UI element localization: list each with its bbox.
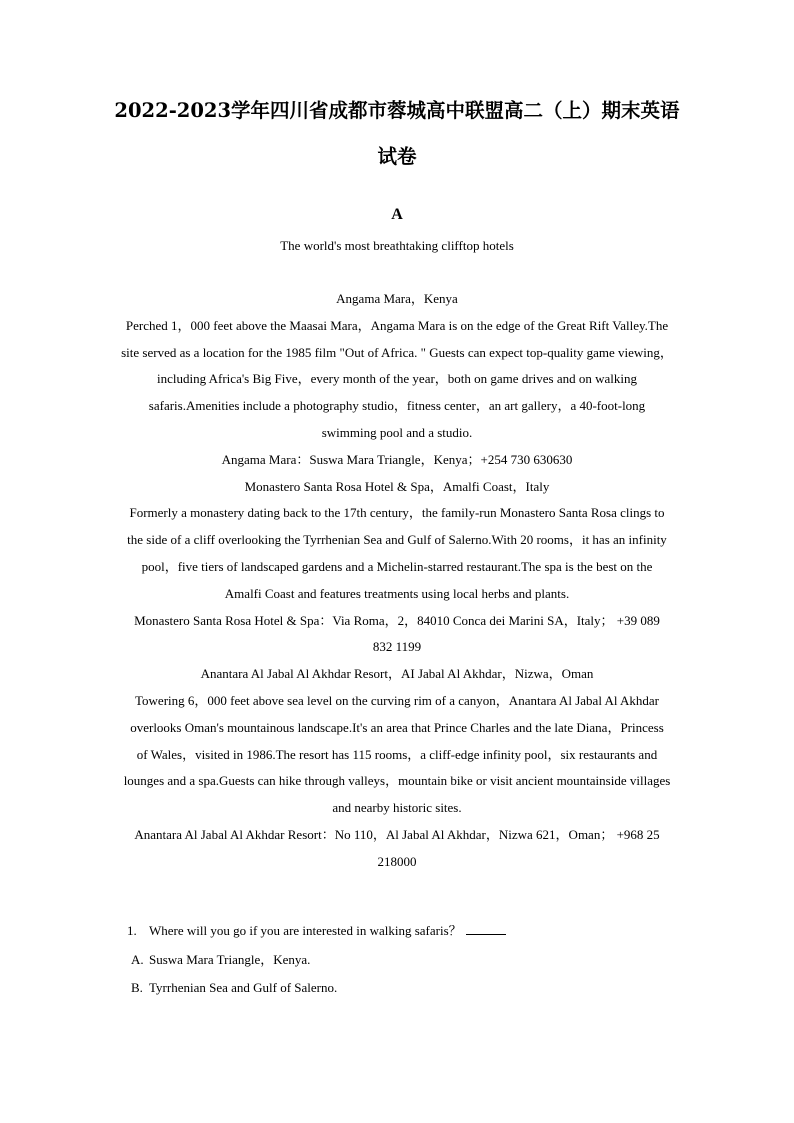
passage-line: Monastero Santa Rosa Hotel & Spa，Amalfi Coast，Italy xyxy=(244,478,550,494)
passage-line: including Africa's Big Five，every month of the year，both on game drives and on walking xyxy=(157,371,637,387)
passage-line: swimming pool and a studio. xyxy=(321,424,473,440)
passage-line: the side of a cliff overlooking the Tyrrhenian Sea and Gulf of Salerno.With 20 rooms，it has an infinity xyxy=(127,532,667,548)
passage-line: pool，five tiers of landscaped gardens and a Michelin-starred restaurant.The spa is the best on the xyxy=(141,558,653,574)
option-a[interactable] xyxy=(131,950,310,970)
passage-line: Anantara Al Jabal Al Akhdar Resort，AI Jabal Al Akhdar，Nizwa，Oman xyxy=(200,666,594,682)
exam-title xyxy=(60,88,734,180)
passage-line: Monastero Santa Rosa Hotel & Spa：Via Roma，2，84010 Conca dei Marini SA，Italy； +39 089 xyxy=(134,612,660,628)
question-text: Where will you go if you are interested in walking safaris？ xyxy=(149,923,462,938)
passage-line: Towering 6，000 feet above sea level on the curving rim of a canyon，Anantara Al Jabal Al Akhdar xyxy=(135,692,659,708)
passage-line: Amalfi Coast and features treatments using local herbs and plants. xyxy=(224,585,570,601)
passage-line: site served as a location for the 1985 film "Out of Africa. " Guests can expect top-quality game viewing， xyxy=(121,344,673,360)
passage-line: Angama Mara，Kenya xyxy=(336,291,458,306)
passage-line: lounges and a spa.Guests can hike through valleys，mountain bike or visit ancient mountainside villages xyxy=(123,773,671,789)
option-b[interactable] xyxy=(131,978,337,998)
passage-line: overlooks Oman's mountainous landscape.It's an area that Prince Charles and the late Diana，Princess xyxy=(130,719,664,735)
option-text: Tyrrhenian Sea and Gulf of Salerno. xyxy=(149,980,338,995)
passage-body xyxy=(95,286,699,876)
passage-line: and nearby historic sites. xyxy=(332,800,462,816)
option-label: B. xyxy=(131,980,143,995)
passage-line: Anantara Al Jabal Al Akhdar Resort：No 110，Al Jabal Al Akhdar，Nizwa 621，Oman； +968 25 xyxy=(134,826,660,842)
passage-line: Perched 1，000 feet above the Maasai Mara，Angama Mara is on the edge of the Great Rift Valley.The xyxy=(125,317,669,333)
passage-line: 832 1199 xyxy=(372,639,422,655)
option-label: A. xyxy=(131,952,144,967)
passage-line: Angama Mara：Suswa Mara Triangle，Kenya；+254 730 630630 xyxy=(221,451,573,467)
passage-line: Formerly a monastery dating back to the 17th century，the family-run Monastero Santa Rosa clings to xyxy=(129,505,665,521)
exam-title-line-2: 试卷 xyxy=(377,145,417,168)
exam-title-line-1: 2022-2023学年四川省成都市蓉城高中联盟高二（上）期末英语 xyxy=(114,99,680,122)
passage-title: The world's most breathtaking clifftop hotels xyxy=(280,238,514,253)
passage-line: 218000 xyxy=(377,853,417,869)
question-number: 1. xyxy=(127,923,137,938)
passage-line: safaris.Amenities include a photography studio，fitness center，an art gallery，a 40-foot-long xyxy=(148,398,646,414)
question-1 xyxy=(127,921,506,941)
section-letter: A xyxy=(391,206,403,223)
option-text: Suswa Mara Triangle，Kenya. xyxy=(149,952,311,967)
passage-line: of Wales，visited in 1986.The resort has 115 rooms，a cliff-edge infinity pool，six restaurants and xyxy=(136,746,658,762)
answer-blank[interactable] xyxy=(466,922,506,935)
